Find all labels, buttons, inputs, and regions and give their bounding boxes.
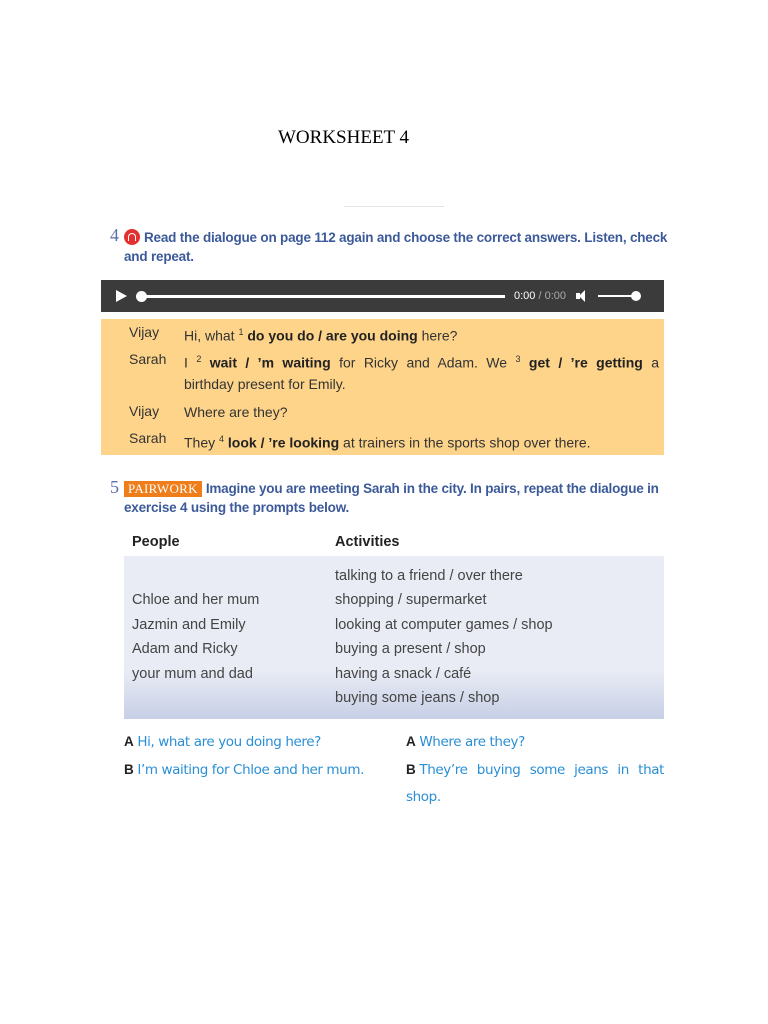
- table-cell-person: Jazmin and Emily: [132, 617, 246, 633]
- exercise-4-instruction: [124, 228, 669, 266]
- table-cell-activity: shopping / supermarket: [335, 592, 487, 608]
- play-icon[interactable]: [116, 290, 127, 302]
- answer-line: B They’re buying some jeans in that shop.: [406, 762, 664, 805]
- worksheet-title: WORKSHEET 4: [278, 127, 410, 148]
- dialogue-box: [101, 319, 664, 455]
- dialogue-text: They $^4$ look / ’re looking at trainers in the sports shop over there.: [184, 434, 591, 451]
- dialogue-text-continued: birthday present for Emily.: [184, 376, 346, 392]
- dialogue-speaker: Vijay: [129, 403, 160, 419]
- table-cell-activity: buying some jeans / shop: [335, 690, 500, 706]
- table-cell-person: your mum and dad: [132, 666, 253, 682]
- audio-duration: 0:00: [544, 290, 567, 302]
- volume-icon[interactable]: [576, 290, 590, 302]
- table-cell-person: Adam and Ricky: [132, 641, 238, 657]
- volume-slider[interactable]: [598, 295, 636, 297]
- exercise-5-number: 5: [110, 477, 119, 497]
- exercise-4-number: 4: [110, 225, 119, 245]
- table-cell-activity: buying a present / shop: [335, 641, 486, 657]
- table-cell-person: Chloe and her mum: [132, 592, 260, 608]
- prompts-table: [124, 556, 664, 719]
- audio-player: [101, 280, 664, 312]
- answer-line: B I’m waiting for Chloe and her mum.: [124, 762, 364, 778]
- audio-current-time: 0:00: [514, 290, 536, 302]
- volume-knob[interactable]: [631, 291, 641, 301]
- dialogue-speaker: Sarah: [129, 430, 167, 446]
- dialogue-text: Hi, what $^1$ do you do / are you doing here?: [184, 327, 458, 344]
- dialogue-speaker: Vijay: [129, 324, 160, 340]
- answers-left: [124, 728, 394, 784]
- audio-progress-knob[interactable]: [136, 291, 147, 302]
- pairwork-badge: PAIRWORK: [124, 481, 202, 497]
- dialogue-text: I $^2$ wait / ’m waiting for Ricky and Adam. We $^3$ get / ’re getting a: [184, 354, 660, 371]
- exercise-5-instruction-text: Imagine you are meeting Sarah in the city. In pairs, repeat the dialogue in exercise 4 using the prompts below.: [124, 481, 659, 515]
- answers-right: [406, 728, 664, 811]
- audio-time: [514, 290, 566, 302]
- answer-line: A Hi, what are you doing here?: [124, 734, 321, 750]
- headphones-icon: [124, 229, 140, 245]
- exercise-4-instruction-text: Read the dialogue on page 112 again and choose the correct answers. Listen, check and repeat.: [124, 230, 668, 264]
- dialogue-text: Where are they?: [184, 404, 288, 420]
- answer-line: A Where are they?: [406, 734, 525, 750]
- table-cell-activity: talking to a friend / over there: [335, 568, 523, 584]
- table-cell-activity: looking at computer games / shop: [335, 617, 553, 633]
- audio-progress-track[interactable]: [141, 295, 505, 298]
- audio-time-separator: /: [535, 290, 545, 302]
- exercise-5-instruction: [124, 479, 669, 517]
- dialogue-speaker: Sarah: [129, 351, 167, 367]
- table-cell-activity: having a snack / café: [335, 666, 472, 682]
- divider: [344, 206, 444, 207]
- table-header-activities: Activities: [335, 534, 400, 550]
- table-header-people: People: [132, 534, 180, 550]
